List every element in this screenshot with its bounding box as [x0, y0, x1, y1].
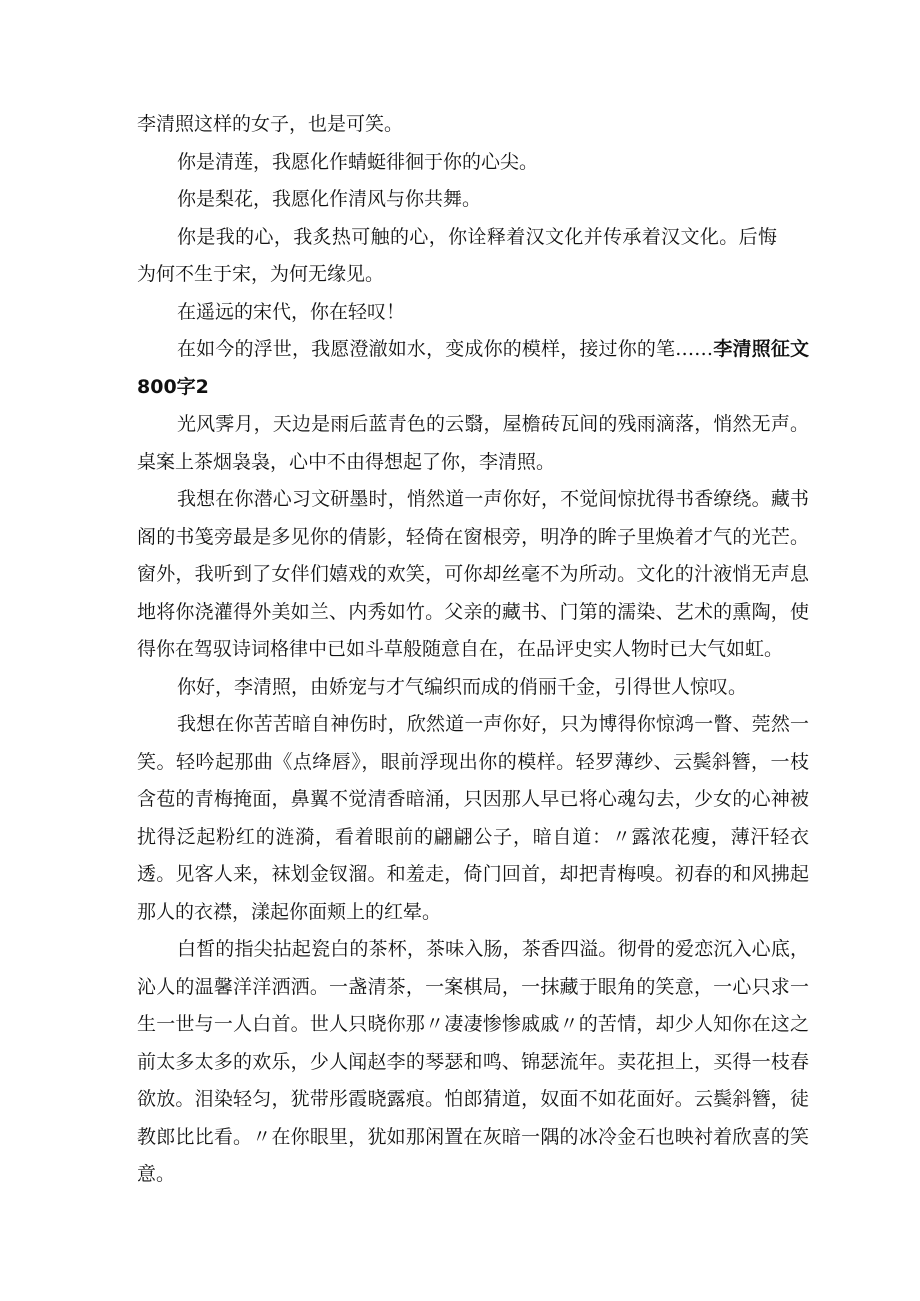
paragraph: 我想在你潜心习文研墨时，悄然道一声你好，不觉间惊扰得书香缭绕。藏书阁的书笺旁最是多见你的倩影，轻倚在窗根旁，明净的眸子里焕着才气的光芒。窗外，我听到了女伴们嬉戏的欢笑，可你却丝毫不为所动。文化的汁液悄无声息地将你浇灌得外美如兰、内秀如竹。父亲的藏书、门第的濡染、艺术的熏陶，使得你在驾驭诗词格律中已如斗草般随意自在，在品评史实人物时已大气如虹。 [137, 488, 809, 660]
paragraph: 你好，李清照，由娇宠与才气编织而成的俏丽千金，引得世人惊叹。 [177, 675, 748, 698]
paragraph: 你是清莲，我愿化作蜻蜓徘徊于你的心尖。 [177, 150, 539, 173]
paragraph: 光风霁月，天边是雨后蓝青色的云翳，屋檐砖瓦间的残雨滴落，悄然无声。桌案上茶烟袅袅，心中不由得想起了你，李清照。 [137, 413, 809, 473]
paragraph: 你是我的心，我炙热可触的心，你诠释着汉文化并传承着汉文化。后悔为何不生于宋，为何无缘见。 [137, 225, 777, 285]
paragraph-text: 在如今的浮世，我愿澄澈如水，变成你的模样，接过你的笔…… [177, 338, 714, 360]
paragraph: 我想在你苦苦暗自神伤时，欣然道一声你好，只为博得你惊鸿一瞥、莞然一笑。轻吟起那曲《点绛唇》，眼前浮现出你的模样。轻罗薄纱、云鬓斜簪，一枝含苞的青梅掩面，鼻翼不觉清香暗涌，只因那人早已将心魂勾去，少女的心神被扰得泛起粉红的涟漪，看着眼前的翩翩公子，暗自道：〃露浓花瘦，薄汗轻衣透。见客人来，袜划金钗溜。和羞走，倚门回首，却把青梅嗅。初春的和风拂起那人的衣襟，漾起你面颊上的红晕。 [137, 713, 809, 923]
paragraph: 你是梨花，我愿化作清风与你共舞。 [177, 188, 482, 210]
paragraph-with-heading [137, 331, 809, 406]
paragraph: 白皙的指尖拈起瓷白的茶杯，茶味入肠，茶香四溢。彻骨的爱恋沉入心底，沁人的温馨洋洋洒洒。一盏清茶，一案棋局，一抹藏于眼角的笑意，一心只求一生一世与一人白首。世人只晓你那〃凄凄惨惨戚戚〃的苦情，却少人知你在这之前太多太多的欢乐，少人闻赵李的琴瑟和鸣、锦瑟流年。卖花担上，买得一枝春欲放。泪染轻匀，犹带彤霞晓露痕。怕郎猜道，奴面不如花面好。云鬓斜簪，徒教郎比比看。〃在你眼里，犹如那闲置在灰暗一隅的冰冷金石也映衬着欣喜的笑意。 [137, 938, 809, 1185]
document-page [137, 106, 809, 1194]
paragraph: 李清照这样的女子，也是可笑。 [137, 113, 404, 135]
paragraph: 在遥远的宋代，你在轻叹！ [177, 300, 406, 323]
section-heading: 李清照征文800字2 [137, 338, 809, 398]
